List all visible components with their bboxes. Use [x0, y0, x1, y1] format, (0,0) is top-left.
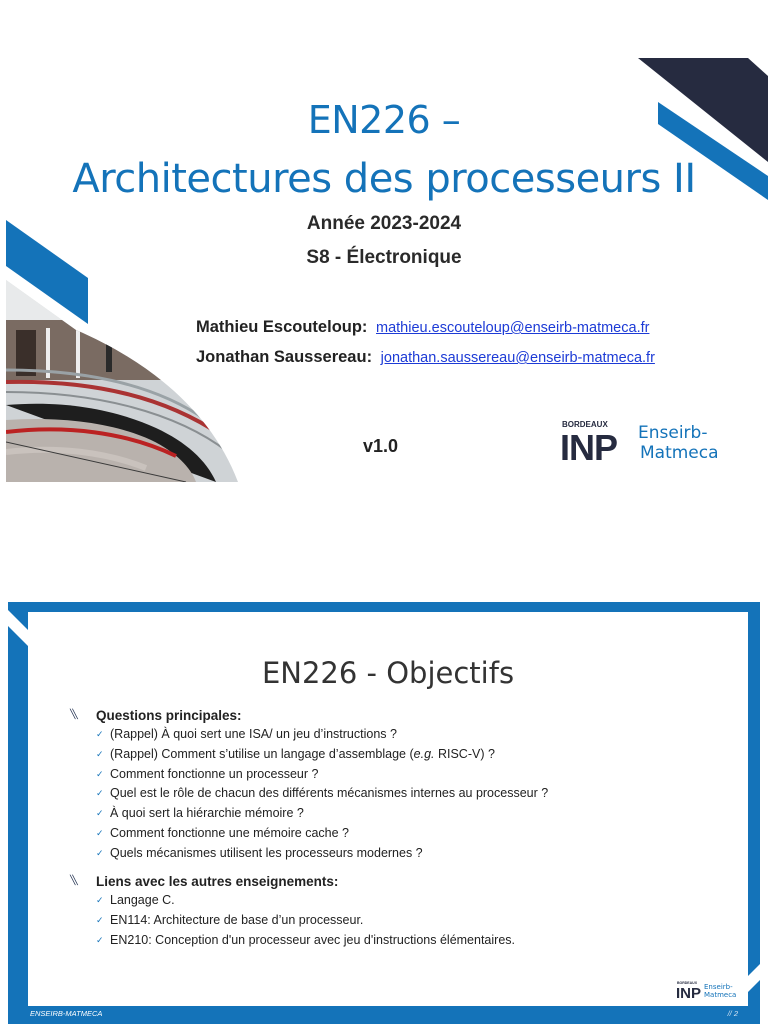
logo-school-line1: Enseirb-: [638, 423, 708, 443]
section-questions: [70, 708, 548, 864]
list-item: ✓ Quel est le rôle de chacun des différents mécanismes internes au processeur ?: [70, 784, 548, 804]
svg-text:BORDEAUX: BORDEAUX: [677, 981, 698, 985]
version-label: v1.0: [363, 436, 399, 456]
objectives-slide: [8, 602, 760, 1024]
logo-inp-text: INP: [560, 427, 618, 468]
bordeaux-inp-logo-small: [676, 980, 737, 1002]
list-item: ✓ (Rappel) Comment s’utilise un langage d’assemblage (e.g. RISC-V) ?: [70, 745, 548, 765]
slide-title-line1: EN226 –: [307, 98, 461, 142]
bordeaux-inp-logo: [560, 418, 720, 466]
author-name: Mathieu Escouteloup:: [196, 318, 368, 336]
list-item: ✓ À quoi sert la hiérarchie mémoire ?: [70, 804, 548, 824]
logo-school-line2: Matmeca: [640, 443, 719, 463]
list-item: ✓ Quels mécanismes utilisent les processeurs modernes ?: [70, 844, 548, 864]
academic-year: Année 2023-2024: [306, 213, 462, 234]
author-name: Jonathan Saussereau:: [196, 348, 373, 366]
section-links: [70, 874, 515, 950]
list-item: ✓ EN114: Architecture de base d’un processeur.: [70, 911, 515, 931]
slide-title: EN226 - Objectifs: [261, 656, 515, 690]
list-item: ✓ Comment fonctionne un processeur ?: [70, 765, 548, 785]
logo-bordeaux-text: BORDEAUX: [562, 420, 608, 429]
svg-text:Matmeca: Matmeca: [704, 991, 737, 999]
section-heading: ╲╲ Liens avec les autres enseignements:: [70, 874, 515, 889]
author-email-link[interactable]: mathieu.escouteloup@enseirb-matmeca.fr: [376, 320, 650, 336]
list-item: ✓ (Rappel) À quoi sert une ISA/ un jeu d’instructions ?: [70, 725, 548, 745]
section-heading: ╲╲ Questions principales:: [70, 708, 548, 723]
slide-title-line2: Architectures des processeurs II: [72, 156, 696, 202]
author-row: [196, 318, 649, 337]
author-row: [196, 348, 655, 367]
program-label: S8 - Électronique: [306, 247, 462, 268]
list-item: ✓ Comment fonctionne une mémoire cache ?: [70, 824, 548, 844]
page-number: // 2: [727, 1009, 738, 1018]
list-item: ✓ EN210: Conception d'un processeur avec jeu d'instructions élémentaires.: [70, 931, 515, 951]
author-email-link[interactable]: jonathan.saussereau@enseirb-matmeca.fr: [380, 350, 655, 366]
list-item: ✓ Langage C.: [70, 891, 515, 911]
slide-content: [28, 612, 748, 1006]
svg-text:INP: INP: [676, 985, 702, 1002]
footer-school: ENSEIRB-MATMECA: [30, 1009, 103, 1018]
svg-text:Enseirb-: Enseirb-: [704, 983, 733, 991]
